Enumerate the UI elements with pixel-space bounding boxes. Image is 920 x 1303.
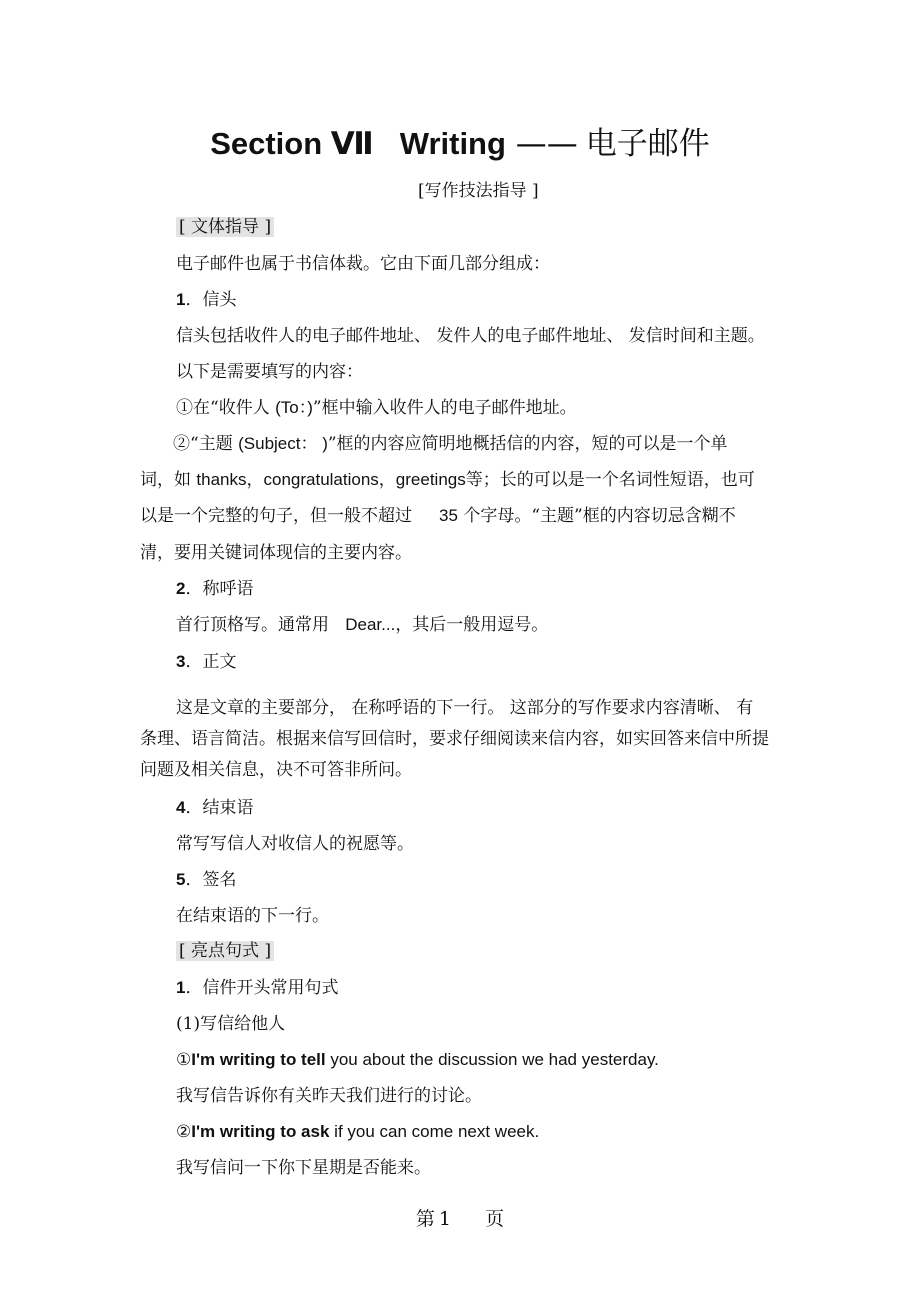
paragraph: 在结束语的下一行。	[176, 906, 329, 926]
paragraph: 词，如 thanks，congratulations，greetings等；长的可以是一个名词性短语，也可	[140, 470, 755, 490]
paragraph: 以下是需要填写的内容：	[176, 362, 363, 382]
heading-salutation: 2．称呼语	[176, 579, 254, 599]
paragraph: 清，要用关键词体现信的主要内容。	[140, 543, 412, 563]
heading-body: 3．正文	[176, 652, 237, 672]
paragraph: ①在“收件人 (To：)”框中输入收件人的电子邮件地址。	[176, 398, 577, 418]
title-dash: ——	[515, 126, 578, 162]
title-topic: 电子邮件	[585, 126, 710, 162]
paragraph: 问题及相关信息，决不可答非所问。	[140, 760, 412, 780]
heading-openings: 1．信件开头常用句式	[176, 978, 339, 998]
title-section: Section Ⅶ	[210, 126, 374, 161]
page-number: 第 1 页	[415, 1208, 505, 1230]
heading-signature: 5．签名	[176, 870, 237, 890]
page-title	[0, 118, 920, 163]
example-sentence: ②I'm writing to ask if you can come next week.	[176, 1122, 540, 1142]
example-translation: 我写信告诉你有关昨天我们进行的讨论。	[176, 1086, 482, 1106]
paragraph: 首行顶格写。通常用 Dear...，其后一般用逗号。	[176, 615, 549, 635]
paragraph: 这是文章的主要部分， 在称呼语的下一行。 这部分的写作要求内容清晰、 有	[176, 698, 754, 718]
section-label-sentences: [ 亮点句式 ]	[176, 940, 274, 962]
style-intro: 电子邮件也属于书信体裁。它由下面几部分组成：	[176, 254, 550, 274]
paragraph: 常写写信人对收信人的祝愿等。	[176, 834, 414, 854]
paragraph: ②“主题 (Subject： )”框的内容应简明地概括信的内容，短的可以是一个单	[173, 434, 728, 454]
subheading: (1)写信给他人	[176, 1014, 286, 1034]
example-translation: 我写信问一下你下星期是否能来。	[176, 1158, 431, 1178]
heading-letterhead: 1．信头	[176, 290, 237, 310]
subtitle: [写作技法指导 ]	[418, 181, 539, 201]
example-sentence: ①I'm writing to tell you about the discussion we had yesterday.	[176, 1050, 659, 1070]
heading-closing: 4．结束语	[176, 798, 254, 818]
paragraph: 条理、语言简洁。根据来信写回信时，要求仔细阅读来信内容，如实回答来信中所提	[140, 729, 769, 749]
paragraph: 以是一个完整的句子，但一般不超过 35 个字母。“主题”框的内容切忌含糊不	[140, 506, 736, 526]
title-writing: Writing	[399, 126, 506, 161]
section-label-style: [ 文体指导 ]	[176, 216, 274, 238]
paragraph: 信头包括收件人的电子邮件地址、 发件人的电子邮件地址、 发信时间和主题。	[176, 326, 765, 346]
